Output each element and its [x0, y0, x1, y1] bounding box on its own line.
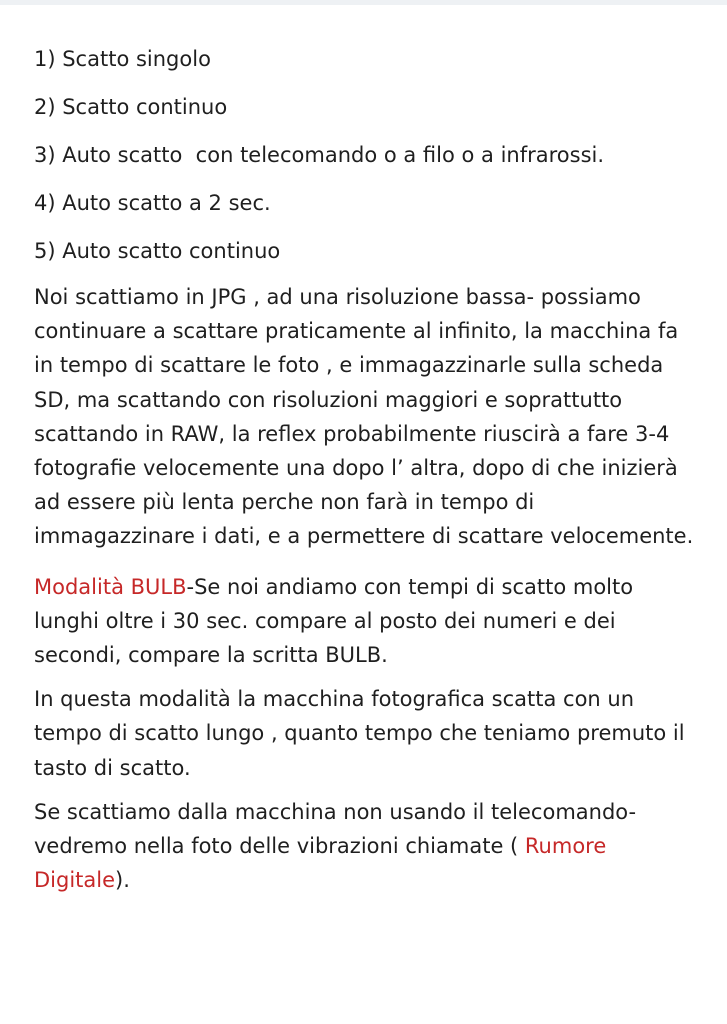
list-item-2sec-timer: 4) Auto scatto a 2 sec.	[34, 191, 271, 215]
list-item-single-shot: 1) Scatto singolo	[34, 47, 211, 71]
digital-noise-link[interactable]: Rumore Digitale	[34, 834, 607, 893]
noise-text-after: ).	[115, 868, 130, 893]
bulb-text: -Se noi andiamo con tempi di scatto molto lunghi oltre i 30 sec. compare al posto dei numeri e dei secondi, compare la scritta BULB.	[34, 574, 634, 668]
list-item-continuous-shot: 2) Scatto continuo	[34, 95, 228, 119]
noise-text-before: Se scattiamo dalla macchina non usando il telecomando- vedremo nella foto delle vibrazioni chiamate (	[34, 799, 637, 859]
list-item-remote-timer: 3) Auto scatto con telecomando o a filo o a infrarossi.	[34, 143, 605, 167]
top-strip	[0, 0, 727, 5]
paragraph-noise	[34, 795, 694, 898]
article-content	[34, 44, 694, 913]
list-item-continuous-timer: 5) Auto scatto continuo	[34, 239, 281, 263]
bulb-mode-link[interactable]: Modalità BULB	[34, 574, 187, 599]
paragraph-mode: In questa modalità la macchina fotografica scatta con un tempo di scatto lungo , quanto tempo che teniamo premuto il tasto di scatto.	[34, 687, 685, 780]
paragraph-jpg: Noi scattiamo in JPG , ad una risoluzione bassa- possiamo continuare a scattare praticamente al infinito, la macchina fa in tempo di scattare le foto , e immagazzinarle sulla scheda SD, ma scattando con risoluzioni maggiori e soprattutto scattando in RAW, la reflex probabilmente riuscirà a fare 3-4 fotografie velocemente una dopo l’ altra, dopo di che inizierà ad essere più lenta perche non farà in tempo di immagazzinare i dati, e a permettere di scattare velocemente.	[34, 285, 694, 549]
paragraph-bulb	[34, 570, 694, 673]
